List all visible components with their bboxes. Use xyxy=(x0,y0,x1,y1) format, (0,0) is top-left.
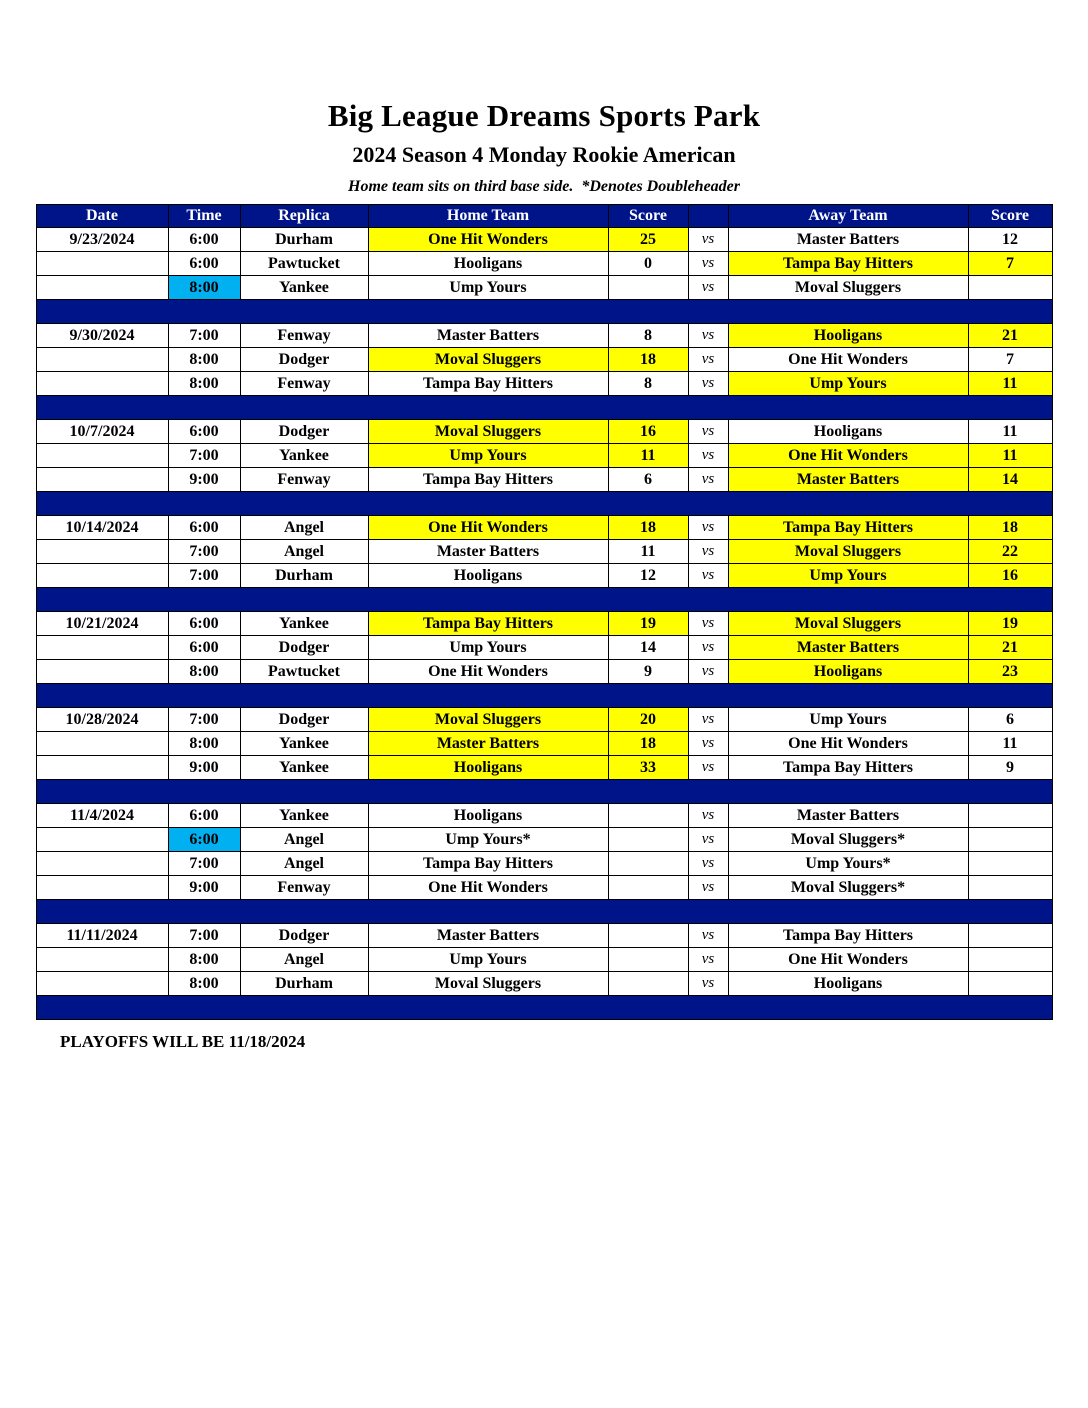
vs-cell: vs xyxy=(688,708,728,732)
week-spacer-cell xyxy=(36,900,1052,924)
home-score-cell: 14 xyxy=(608,636,688,660)
week-spacer-cell xyxy=(36,588,1052,612)
away-team-cell: Moval Sluggers xyxy=(728,540,968,564)
home-score-cell: 12 xyxy=(608,564,688,588)
away-score-cell: 11 xyxy=(968,420,1052,444)
page-subtitle: 2024 Season 4 Monday Rookie American xyxy=(352,142,736,167)
time-cell: 8:00 xyxy=(168,660,240,684)
vs-cell: vs xyxy=(688,564,728,588)
away-score-cell: 14 xyxy=(968,468,1052,492)
date-cell xyxy=(36,348,168,372)
date-cell: 10/14/2024 xyxy=(36,516,168,540)
header-replica: Replica xyxy=(240,205,368,228)
away-team-cell: Hooligans xyxy=(728,660,968,684)
week-spacer-row xyxy=(36,780,1052,804)
away-team-cell: Ump Yours xyxy=(728,708,968,732)
header-away-score: Score xyxy=(968,205,1052,228)
game-row xyxy=(36,948,1052,972)
week-spacer-row xyxy=(36,396,1052,420)
home-score-cell: 0 xyxy=(608,252,688,276)
game-row xyxy=(36,324,1052,348)
replica-cell: Pawtucket xyxy=(240,660,368,684)
week-spacer-cell xyxy=(36,492,1052,516)
replica-cell: Angel xyxy=(240,948,368,972)
home-team-cell: Ump Yours xyxy=(368,636,608,660)
home-score-cell: 11 xyxy=(608,444,688,468)
time-cell: 7:00 xyxy=(168,924,240,948)
game-row xyxy=(36,252,1052,276)
week-spacer-cell xyxy=(36,300,1052,324)
date-cell xyxy=(36,252,168,276)
date-cell xyxy=(36,540,168,564)
home-team-cell: Hooligans xyxy=(368,756,608,780)
vs-cell: vs xyxy=(688,276,728,300)
date-cell: 11/11/2024 xyxy=(36,924,168,948)
replica-cell: Durham xyxy=(240,564,368,588)
vs-cell: vs xyxy=(688,372,728,396)
replica-cell: Yankee xyxy=(240,444,368,468)
away-team-cell: One Hit Wonders xyxy=(728,948,968,972)
vs-cell: vs xyxy=(688,804,728,828)
playoffs-note: PLAYOFFS WILL BE 11/18/2024 xyxy=(60,1032,306,1051)
home-team-cell: One Hit Wonders xyxy=(368,228,608,252)
home-team-cell: Ump Yours xyxy=(368,948,608,972)
away-score-cell: 22 xyxy=(968,540,1052,564)
away-score-cell: 21 xyxy=(968,636,1052,660)
replica-cell: Angel xyxy=(240,516,368,540)
header-home-score: Score xyxy=(608,205,688,228)
date-cell xyxy=(36,468,168,492)
time-cell: 7:00 xyxy=(168,708,240,732)
game-row xyxy=(36,444,1052,468)
time-cell: 7:00 xyxy=(168,324,240,348)
date-cell xyxy=(36,828,168,852)
away-score-cell xyxy=(968,924,1052,948)
game-row xyxy=(36,468,1052,492)
vs-cell: vs xyxy=(688,540,728,564)
home-team-cell: Tampa Bay Hitters xyxy=(368,852,608,876)
vs-cell: vs xyxy=(688,756,728,780)
game-row xyxy=(36,420,1052,444)
home-team-cell: Tampa Bay Hitters xyxy=(368,612,608,636)
replica-cell: Yankee xyxy=(240,804,368,828)
home-score-cell: 11 xyxy=(608,540,688,564)
date-cell xyxy=(36,732,168,756)
away-team-cell: Hooligans xyxy=(728,324,968,348)
time-cell: 6:00 xyxy=(168,228,240,252)
time-cell: 6:00 xyxy=(168,516,240,540)
home-score-cell: 20 xyxy=(608,708,688,732)
away-score-cell xyxy=(968,876,1052,900)
game-row xyxy=(36,540,1052,564)
week-spacer-cell xyxy=(36,396,1052,420)
replica-cell: Yankee xyxy=(240,612,368,636)
home-score-cell xyxy=(608,828,688,852)
home-score-cell: 18 xyxy=(608,516,688,540)
time-cell: 6:00 xyxy=(168,804,240,828)
away-score-cell: 18 xyxy=(968,516,1052,540)
home-team-cell: Ump Yours xyxy=(368,276,608,300)
away-score-cell: 7 xyxy=(968,252,1052,276)
week-spacer-row xyxy=(36,300,1052,324)
home-team-cell: Moval Sluggers xyxy=(368,420,608,444)
home-team-cell: One Hit Wonders xyxy=(368,660,608,684)
home-score-cell xyxy=(608,876,688,900)
away-score-cell xyxy=(968,276,1052,300)
date-cell xyxy=(36,636,168,660)
vs-cell: vs xyxy=(688,948,728,972)
away-score-cell: 21 xyxy=(968,324,1052,348)
replica-cell: Pawtucket xyxy=(240,252,368,276)
time-cell: 6:00 xyxy=(168,420,240,444)
replica-cell: Fenway xyxy=(240,468,368,492)
game-row xyxy=(36,348,1052,372)
replica-cell: Yankee xyxy=(240,276,368,300)
date-cell: 9/23/2024 xyxy=(36,228,168,252)
away-team-cell: Master Batters xyxy=(728,468,968,492)
vs-cell: vs xyxy=(688,420,728,444)
replica-cell: Durham xyxy=(240,972,368,996)
page-title: Big League Dreams Sports Park xyxy=(327,98,761,133)
game-row xyxy=(36,564,1052,588)
week-spacer-cell xyxy=(36,996,1052,1020)
replica-cell: Fenway xyxy=(240,372,368,396)
game-row xyxy=(36,636,1052,660)
time-cell: 7:00 xyxy=(168,852,240,876)
header-time: Time xyxy=(168,205,240,228)
week-spacer-row xyxy=(36,996,1052,1020)
time-cell: 8:00 xyxy=(168,372,240,396)
game-row xyxy=(36,804,1052,828)
vs-cell: vs xyxy=(688,228,728,252)
away-score-cell: 16 xyxy=(968,564,1052,588)
away-team-cell: Tampa Bay Hitters xyxy=(728,924,968,948)
game-row xyxy=(36,732,1052,756)
away-team-cell: Ump Yours* xyxy=(728,852,968,876)
vs-cell: vs xyxy=(688,324,728,348)
replica-cell: Durham xyxy=(240,228,368,252)
week-spacer-cell xyxy=(36,780,1052,804)
game-row xyxy=(36,852,1052,876)
header-home-team: Home Team xyxy=(368,205,608,228)
home-score-cell xyxy=(608,276,688,300)
away-team-cell: Hooligans xyxy=(728,972,968,996)
week-spacer-cell xyxy=(36,684,1052,708)
home-score-cell: 16 xyxy=(608,420,688,444)
home-score-cell xyxy=(608,924,688,948)
game-row xyxy=(36,228,1052,252)
week-spacer-row xyxy=(36,588,1052,612)
away-team-cell: Tampa Bay Hitters xyxy=(728,516,968,540)
date-cell xyxy=(36,372,168,396)
home-score-cell: 6 xyxy=(608,468,688,492)
vs-cell: vs xyxy=(688,924,728,948)
header-away-team: Away Team xyxy=(728,205,968,228)
home-team-cell: Tampa Bay Hitters xyxy=(368,468,608,492)
replica-cell: Dodger xyxy=(240,348,368,372)
week-spacer-row xyxy=(36,684,1052,708)
header-vs xyxy=(688,205,728,228)
away-score-cell: 7 xyxy=(968,348,1052,372)
home-score-cell xyxy=(608,852,688,876)
vs-cell: vs xyxy=(688,636,728,660)
home-team-cell: Moval Sluggers xyxy=(368,348,608,372)
replica-cell: Dodger xyxy=(240,708,368,732)
home-score-cell: 33 xyxy=(608,756,688,780)
away-score-cell: 11 xyxy=(968,444,1052,468)
game-row xyxy=(36,876,1052,900)
date-cell xyxy=(36,972,168,996)
date-cell: 10/28/2024 xyxy=(36,708,168,732)
away-score-cell: 19 xyxy=(968,612,1052,636)
time-cell: 9:00 xyxy=(168,756,240,780)
date-cell xyxy=(36,948,168,972)
away-score-cell: 11 xyxy=(968,732,1052,756)
home-score-cell: 19 xyxy=(608,612,688,636)
vs-cell: vs xyxy=(688,348,728,372)
time-cell: 8:00 xyxy=(168,732,240,756)
away-team-cell: One Hit Wonders xyxy=(728,444,968,468)
home-team-cell: One Hit Wonders xyxy=(368,516,608,540)
away-team-cell: Master Batters xyxy=(728,636,968,660)
game-row xyxy=(36,924,1052,948)
home-team-cell: Master Batters xyxy=(368,732,608,756)
home-team-cell: Hooligans xyxy=(368,804,608,828)
time-cell: 6:00 xyxy=(168,612,240,636)
away-team-cell: Tampa Bay Hitters xyxy=(728,756,968,780)
time-cell: 9:00 xyxy=(168,468,240,492)
date-cell xyxy=(36,876,168,900)
away-score-cell: 12 xyxy=(968,228,1052,252)
time-cell: 7:00 xyxy=(168,540,240,564)
time-cell: 7:00 xyxy=(168,444,240,468)
home-score-cell xyxy=(608,948,688,972)
away-team-cell: Moval Sluggers xyxy=(728,276,968,300)
vs-cell: vs xyxy=(688,972,728,996)
replica-cell: Angel xyxy=(240,828,368,852)
away-team-cell: Moval Sluggers xyxy=(728,612,968,636)
home-team-cell: Hooligans xyxy=(368,564,608,588)
home-team-cell: Master Batters xyxy=(368,924,608,948)
replica-cell: Fenway xyxy=(240,324,368,348)
home-team-cell: One Hit Wonders xyxy=(368,876,608,900)
away-score-cell xyxy=(968,972,1052,996)
home-score-cell: 8 xyxy=(608,324,688,348)
vs-cell: vs xyxy=(688,852,728,876)
home-score-cell: 18 xyxy=(608,732,688,756)
away-team-cell: One Hit Wonders xyxy=(728,732,968,756)
away-score-cell xyxy=(968,804,1052,828)
game-row xyxy=(36,756,1052,780)
away-score-cell: 9 xyxy=(968,756,1052,780)
home-score-cell xyxy=(608,804,688,828)
time-cell: 6:00 xyxy=(168,636,240,660)
vs-cell: vs xyxy=(688,732,728,756)
replica-cell: Angel xyxy=(240,852,368,876)
date-cell xyxy=(36,444,168,468)
game-row xyxy=(36,612,1052,636)
game-row xyxy=(36,972,1052,996)
away-score-cell: 11 xyxy=(968,372,1052,396)
date-cell: 10/21/2024 xyxy=(36,612,168,636)
replica-cell: Dodger xyxy=(240,924,368,948)
week-spacer-row xyxy=(36,900,1052,924)
vs-cell: vs xyxy=(688,828,728,852)
home-score-cell xyxy=(608,972,688,996)
vs-cell: vs xyxy=(688,612,728,636)
time-cell: 6:00 xyxy=(168,828,240,852)
date-cell xyxy=(36,564,168,588)
vs-cell: vs xyxy=(688,252,728,276)
away-score-cell xyxy=(968,828,1052,852)
time-cell: 9:00 xyxy=(168,876,240,900)
header-date: Date xyxy=(36,205,168,228)
time-cell: 7:00 xyxy=(168,564,240,588)
replica-cell: Fenway xyxy=(240,876,368,900)
week-spacer-row xyxy=(36,492,1052,516)
time-cell: 8:00 xyxy=(168,972,240,996)
date-cell xyxy=(36,756,168,780)
home-score-cell: 25 xyxy=(608,228,688,252)
home-score-cell: 18 xyxy=(608,348,688,372)
replica-cell: Angel xyxy=(240,540,368,564)
home-team-cell: Moval Sluggers xyxy=(368,708,608,732)
replica-cell: Dodger xyxy=(240,420,368,444)
game-row xyxy=(36,660,1052,684)
home-team-cell: Hooligans xyxy=(368,252,608,276)
home-team-cell: Moval Sluggers xyxy=(368,972,608,996)
time-cell: 6:00 xyxy=(168,252,240,276)
vs-cell: vs xyxy=(688,876,728,900)
away-team-cell: Moval Sluggers* xyxy=(728,828,968,852)
date-cell: 9/30/2024 xyxy=(36,324,168,348)
home-score-cell: 8 xyxy=(608,372,688,396)
date-cell xyxy=(36,660,168,684)
date-cell: 10/7/2024 xyxy=(36,420,168,444)
date-cell: 11/4/2024 xyxy=(36,804,168,828)
time-cell: 8:00 xyxy=(168,348,240,372)
away-team-cell: Master Batters xyxy=(728,228,968,252)
date-cell xyxy=(36,276,168,300)
home-team-cell: Master Batters xyxy=(368,324,608,348)
away-team-cell: Hooligans xyxy=(728,420,968,444)
home-team-cell: Master Batters xyxy=(368,540,608,564)
game-row xyxy=(36,276,1052,300)
away-team-cell: One Hit Wonders xyxy=(728,348,968,372)
time-cell: 8:00 xyxy=(168,948,240,972)
away-score-cell: 6 xyxy=(968,708,1052,732)
replica-cell: Dodger xyxy=(240,636,368,660)
vs-cell: vs xyxy=(688,660,728,684)
away-team-cell: Ump Yours xyxy=(728,564,968,588)
replica-cell: Yankee xyxy=(240,756,368,780)
vs-cell: vs xyxy=(688,516,728,540)
home-score-cell: 9 xyxy=(608,660,688,684)
vs-cell: vs xyxy=(688,444,728,468)
date-cell xyxy=(36,852,168,876)
time-cell: 8:00 xyxy=(168,276,240,300)
away-team-cell: Master Batters xyxy=(728,804,968,828)
away-team-cell: Ump Yours xyxy=(728,372,968,396)
vs-cell: vs xyxy=(688,468,728,492)
away-score-cell: 23 xyxy=(968,660,1052,684)
home-team-cell: Tampa Bay Hitters xyxy=(368,372,608,396)
game-row xyxy=(36,372,1052,396)
away-team-cell: Tampa Bay Hitters xyxy=(728,252,968,276)
home-team-cell: Ump Yours* xyxy=(368,828,608,852)
table-header-row xyxy=(36,205,1052,228)
schedule-note: Home team sits on third base side. *Denotes Doubleheader xyxy=(348,178,740,195)
home-team-cell: Ump Yours xyxy=(368,444,608,468)
away-team-cell: Moval Sluggers* xyxy=(728,876,968,900)
game-row xyxy=(36,708,1052,732)
game-row xyxy=(36,828,1052,852)
replica-cell: Yankee xyxy=(240,732,368,756)
schedule-table xyxy=(36,204,1053,1020)
away-score-cell xyxy=(968,948,1052,972)
away-score-cell xyxy=(968,852,1052,876)
game-row xyxy=(36,516,1052,540)
